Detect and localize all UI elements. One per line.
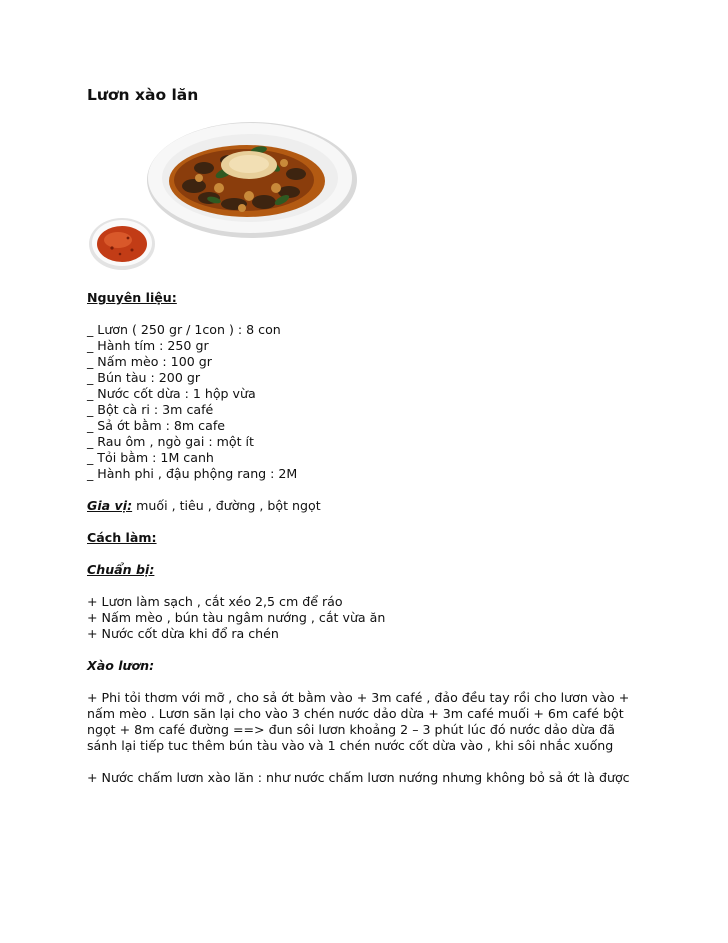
list-item: + Nấm mèo , bún tàu ngâm nướng , cắt vừa ăn [87,610,386,625]
spices-line [87,498,647,514]
list-item: _ Sả ớt bằm : 8m cafe [87,418,225,433]
list-item: + Lươn làm sạch , cắt xéo 2,5 cm để ráo [87,594,343,609]
stirfry-heading: Xào lươn: [87,658,155,673]
prep-list [87,594,647,642]
list-item: _ Lươn ( 250 gr / 1con ) : 8 con [87,322,281,337]
spices-label: Gia vị: [87,498,133,513]
recipe-title: Lươn xào lăn [87,86,199,104]
dish-photo [84,118,359,278]
list-item: _ Rau ôm , ngò gai : một ít [87,434,254,449]
recipe-content [87,290,647,786]
sauce-paragraph: + Nước chấm lươn xào lăn : như nước chấm lươn nướng nhưng không bỏ sả ớt là được [87,770,630,785]
list-item: _ Nấm mèo : 100 gr [87,354,212,369]
spices-text: muối , tiêu , đường , bột ngọt [132,498,321,513]
list-item: _ Hành tím : 250 gr [87,338,209,353]
list-item: _ Nước cốt dừa : 1 hộp vừa [87,386,256,401]
method-heading: Cách làm: [87,530,157,545]
prep-heading: Chuẩn bị: [87,562,155,577]
list-item: _ Hành phi , đậu phộng rang : 2M [87,466,298,481]
list-item: _ Bột cà ri : 3m café [87,402,214,417]
ingredients-list [87,322,647,482]
list-item: _ Bún tàu : 200 gr [87,370,201,385]
ingredients-heading: Nguyên liệu: [87,290,177,305]
list-item: + Nước cốt dừa khi đổ ra chén [87,626,279,641]
stirfry-paragraph: + Phi tỏi thơm với mỡ , cho sả ớt bằm vào + 3m café , đảo đều tay rồi cho lươn vào + nấm mèo . Lươn săn lại cho vào 3 chén nước dảo dừa + 3m café muối + 6m café bột ngọt + 8m café đường ==> đun sôi lươn khoảng 2 – 3 phút lúc đó nước dảo dừa đã sánh lại tiếp tuc thêm bún tàu vào và 1 chén nước cốt dừa vào , khi sôi nhắc xuống [87,690,630,753]
list-item: _ Tỏi bằm : 1M canh [87,450,214,465]
